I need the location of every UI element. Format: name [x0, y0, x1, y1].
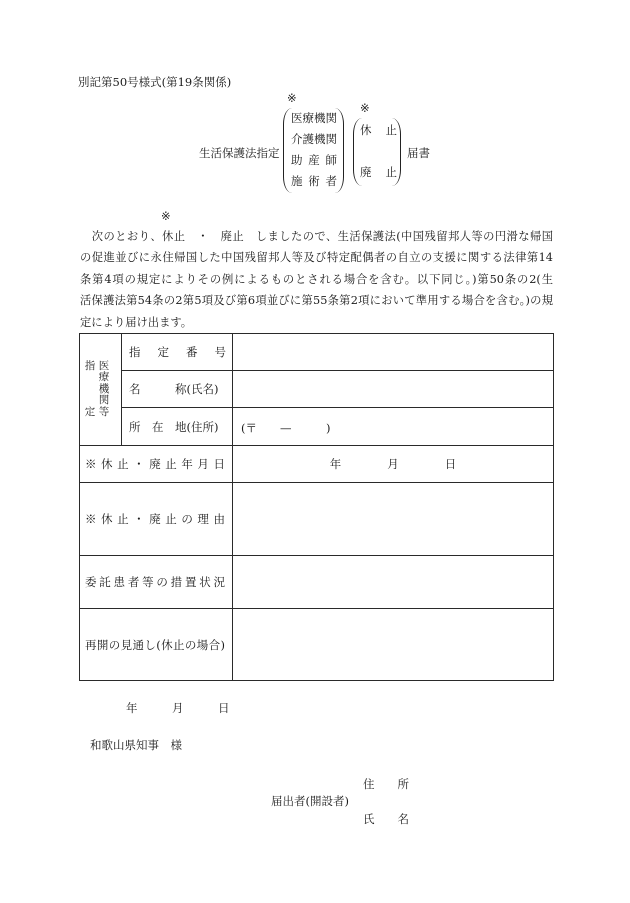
suspension-reason-value-cell [233, 483, 554, 556]
table-row [80, 609, 554, 681]
table-row [80, 334, 554, 371]
group-label-char: 機 [98, 382, 110, 395]
statement-line: 定により届け出ます。 [80, 315, 193, 329]
designation-number-value-cell [233, 334, 554, 371]
group-label-char: 関 [98, 394, 110, 407]
address-value-cell [233, 408, 554, 446]
suspension-date-value: 年 月 日 [233, 446, 554, 483]
action-type-bracket [353, 118, 401, 186]
group-label-char: 医 [98, 359, 110, 372]
title-suffix: 届書 [407, 146, 430, 160]
reason-label-cell [80, 483, 233, 556]
submission-date: 年 月 日 [126, 701, 230, 715]
statement-line: 次のとおり、休止 ・ 廃止 しましたので、生活保護法(中国残留邦人等の円滑な帰国 [80, 230, 553, 243]
suspension-date-label: ※ 休 止 ・ 廃 止 年 月 日 [85, 457, 225, 471]
statement-line: 活保護法第54条の2第5項及び第6項並びに第55条第2項において準用する場合を含む。)の規 [80, 294, 553, 308]
group-label-char: 指 [84, 359, 96, 372]
notifier-address-label: 住 所 [363, 777, 409, 791]
address-label-cell [122, 408, 233, 446]
designation-number-label: 指 定 番 号 [129, 345, 226, 359]
date-label-cell [80, 446, 233, 483]
institution-type-mark: ※ [287, 91, 297, 105]
reopening-outlook-value-cell [233, 609, 554, 681]
reopening-outlook-label-cell [80, 609, 233, 681]
action-option-suspension: 休 止 [360, 123, 397, 137]
table-row [80, 371, 554, 408]
address-label: 所 在 地(住所) [129, 419, 219, 434]
patient-measures-value-cell [233, 556, 554, 609]
patient-measures-label: 委 託 患 者 等 の 措 置 状 況 [85, 575, 225, 589]
table-row [80, 408, 554, 446]
statement-line: の促進並びに永住帰国した中国残留邦人等及び特定配偶者の自立の支援に関する法律第14 [80, 251, 553, 265]
notifier-name-label: 氏 名 [363, 812, 409, 826]
statement-text [80, 226, 553, 333]
institution-option-care: 介護機関 [291, 132, 337, 146]
institution-option-midwife: 助 産 師 [291, 153, 337, 167]
form-number-caption: 別記第50号様式(第19条関係) [78, 75, 232, 89]
patient-measures-label-cell [80, 556, 233, 609]
designated-institution-label-cell [80, 334, 122, 446]
table-row [80, 556, 554, 609]
notifier-label: 届出者(開設者) [271, 794, 349, 808]
action-type-mark: ※ [360, 101, 370, 115]
statement-selection-mark: ※ [161, 209, 171, 223]
institution-option-medical: 医療機関 [291, 111, 337, 125]
table-row [80, 483, 554, 556]
group-label-char: 療 [98, 371, 110, 384]
group-label-char: 等 [98, 405, 110, 418]
designated-institution-label [80, 361, 121, 419]
reopening-outlook-label: 再開の見通し(休止の場合) [85, 637, 225, 652]
name-label-cell [122, 371, 233, 408]
name-label: 名 称(氏名) [129, 382, 219, 396]
statement-line: 条第4項の規定によりその例によるものとされる場合を含む。以下同じ。)第50条の2(生 [80, 272, 553, 286]
notification-table [79, 333, 554, 681]
suspension-reason-label: ※ 休 止 ・ 廃 止 の 理 由 [85, 512, 225, 526]
designation-number-label-cell [122, 334, 233, 371]
addressee: 和歌山県知事 様 [90, 738, 182, 752]
name-value-cell [233, 371, 554, 408]
postal-code-placeholder: (〒 — ) [241, 420, 331, 435]
institution-type-bracket [283, 108, 344, 193]
table-row [80, 446, 554, 483]
institution-option-practitioner: 施 術 者 [291, 174, 337, 188]
action-option-abolition: 廃 止 [360, 165, 397, 179]
title-prefix: 生活保護法指定 [199, 146, 280, 160]
group-label-char: 定 [84, 405, 96, 418]
